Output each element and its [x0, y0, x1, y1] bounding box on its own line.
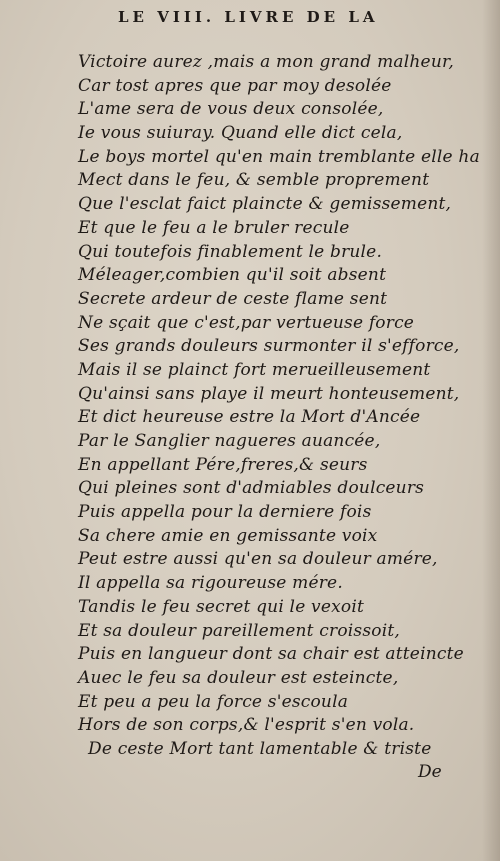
verse-line: Ses grands douleurs surmonter il s'efforce, [78, 336, 460, 357]
verse-line: Ne sçait que c'est,par vertueuse force [78, 312, 415, 333]
verse-line: Qui toutefois finablement le brule. [78, 241, 383, 262]
verse-line: Puis en langueur dont sa chair est atteincte [78, 644, 464, 665]
verse-line: Il appella sa rigoureuse mére. [78, 573, 343, 594]
verse-line: Et peu a peu la force s'escoula [78, 691, 349, 712]
verse-line: Qui pleines sont d'admiables doulceurs [78, 478, 425, 499]
verse-line: Puis appella pour la derniere fois [78, 502, 372, 523]
verse-line: Car tost apres que par moy desolée [78, 75, 392, 96]
verse-line: Ie vous suiuray. Quand elle dict cela, [78, 123, 403, 144]
catchword: De [418, 762, 442, 782]
verse-line: Que l'esclat faict plaincte & gemissement, [78, 194, 452, 215]
verse-line: Tandis le feu secret qui le vexoit [78, 596, 365, 617]
verse-line: Auec le feu sa douleur est esteincte, [78, 667, 399, 688]
verse-line: En appellant Pére,freres,& seurs [78, 454, 368, 475]
verse-line: Qu'ainsi sans playe il meurt honteusement, [78, 383, 460, 404]
verse-line: Secrete ardeur de ceste flame sent [78, 288, 388, 309]
verse-line: Par le Sanglier nagueres auancée, [78, 431, 381, 451]
running-header: LE VIII. LIVRE DE LA [118, 8, 379, 26]
verse-line: Le boys mortel qu'en main tremblante elle ha [78, 146, 480, 167]
verse-line: Sa chere amie en gemissante voix [78, 525, 378, 546]
verse-line: Victoire aurez ,mais a mon grand malheur, [78, 52, 455, 72]
verse-line: Peut estre aussi qu'en sa douleur amére, [78, 549, 438, 570]
verse-line: Hors de son corps,& l'esprit s'en vola. [78, 715, 415, 736]
verse-line: Et dict heureuse estre la Mort d'Ancée [78, 407, 421, 428]
verse-block [78, 52, 480, 763]
verse-line: L'ame sera de vous deux consolée, [78, 99, 384, 120]
verse-line: Et que le feu a le bruler recule [78, 217, 350, 238]
verse-line: Et sa douleur pareillement croissoit, [78, 620, 400, 641]
verse-line: De ceste Mort tant lamentable & triste [88, 738, 432, 759]
verse-line: Mais il se plainct fort merueilleusement [78, 359, 431, 380]
page-gutter-shadow [482, 0, 500, 861]
verse-line: Mect dans le feu, & semble proprement [78, 170, 430, 191]
verse-line: Méleager,combien qu'il soit absent [78, 265, 387, 286]
